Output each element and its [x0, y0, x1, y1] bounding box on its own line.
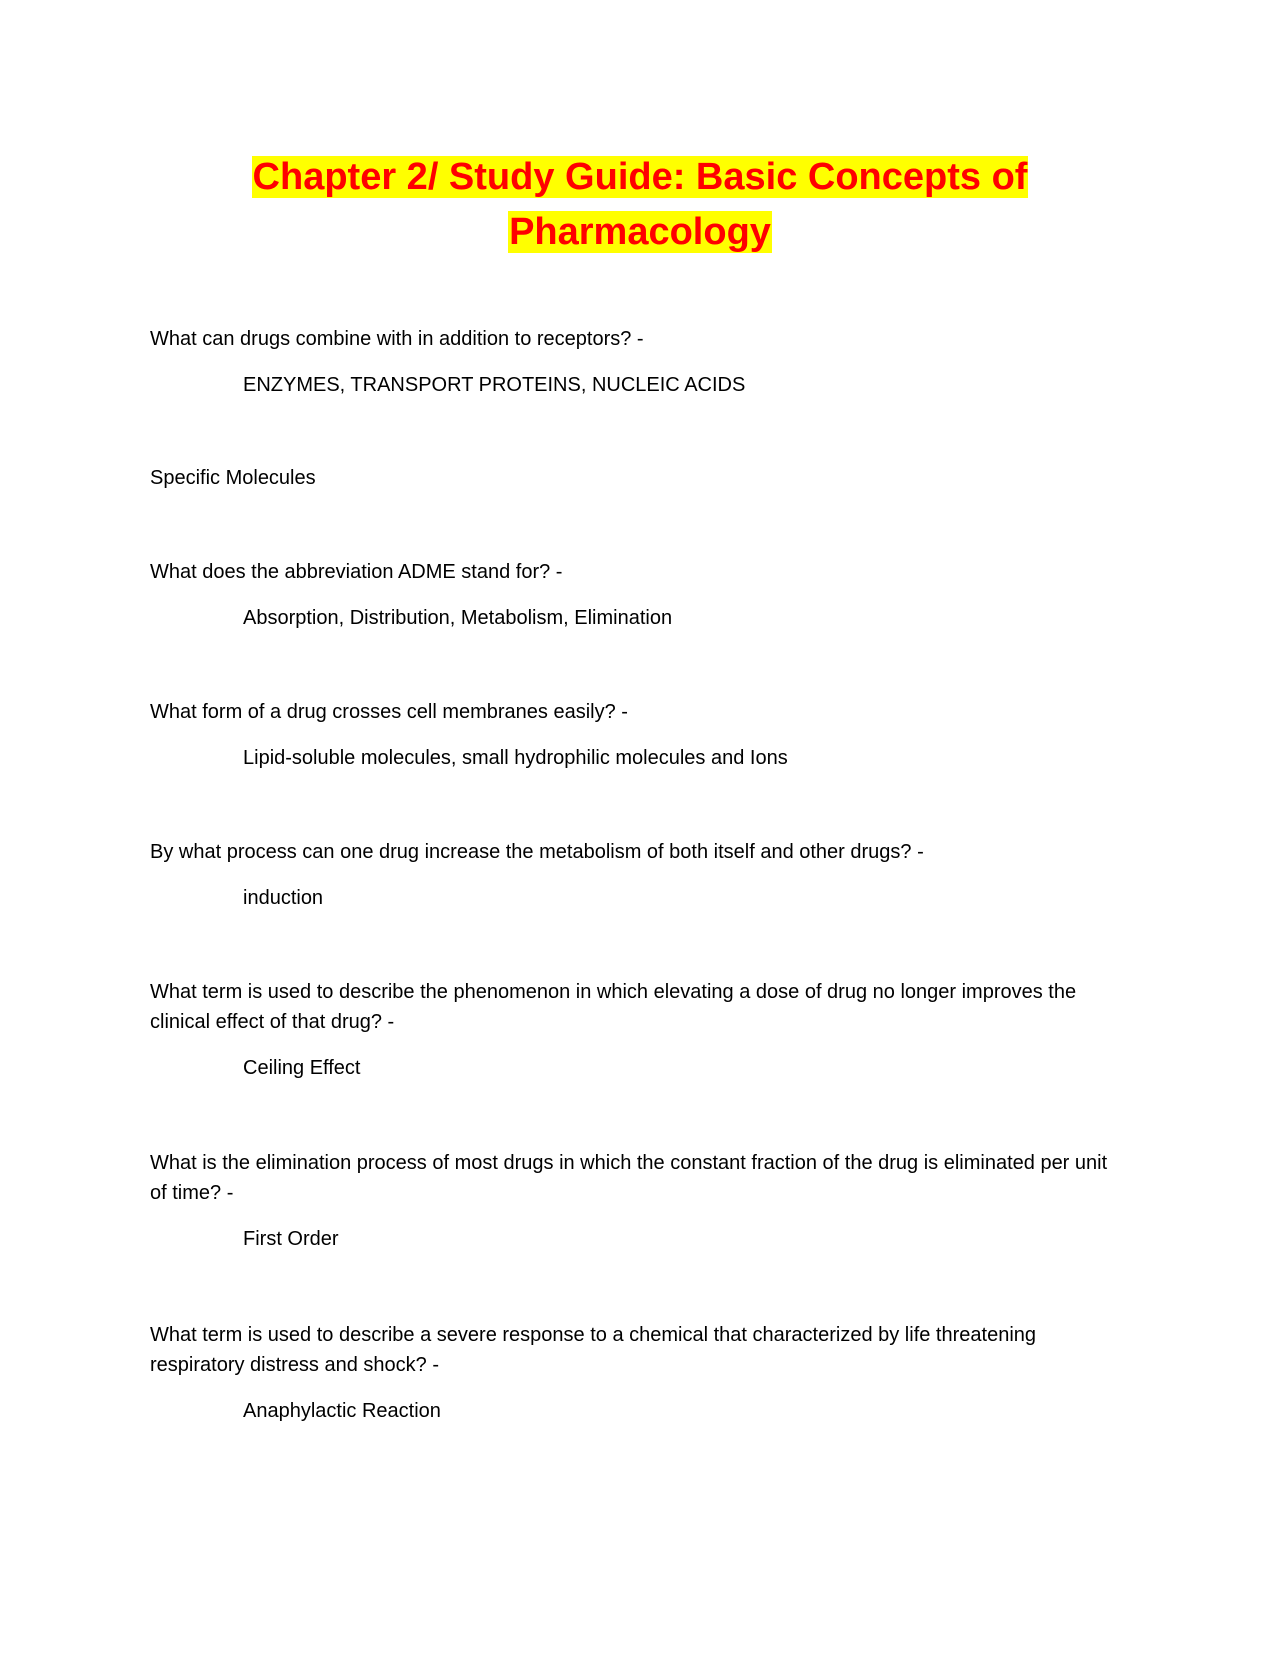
section-label	[150, 463, 1110, 493]
qa-item	[150, 324, 1110, 400]
title-line-1: Chapter 2/ Study Guide: Basic Concepts of	[252, 156, 1028, 198]
answer-text: First Order	[243, 1228, 339, 1250]
question-text: What is the elimination process of most drugs in which the constant fraction of the drug is eliminated per unit of time? -	[150, 1152, 1108, 1204]
question-text: What term is used to describe a severe response to a chemical that characterized by life threatening respiratory distress and shock? -	[150, 1324, 1037, 1376]
qa-item	[150, 697, 1110, 773]
answer-text: Ceiling Effect	[243, 1057, 361, 1079]
qa-item	[150, 1320, 1110, 1426]
question-text: What term is used to describe the phenomenon in which elevating a dose of drug no longer improves the clinical effect of that drug? -	[150, 981, 1077, 1033]
question-text: What form of a drug crosses cell membranes easily? -	[150, 701, 628, 723]
section-text: Specific Molecules	[150, 467, 316, 489]
question-text: What does the abbreviation ADME stand for? -	[150, 561, 563, 583]
qa-item	[150, 977, 1110, 1083]
qa-item	[150, 557, 1110, 633]
page-title	[150, 150, 1130, 260]
answer-text: Absorption, Distribution, Metabolism, Elimination	[243, 607, 673, 629]
qa-item	[150, 837, 1110, 913]
answer-text: Lipid-soluble molecules, small hydrophilic molecules and Ions	[243, 747, 788, 769]
title-line-2: Pharmacology	[509, 211, 771, 253]
question-text: By what process can one drug increase the metabolism of both itself and other drugs? -	[150, 841, 924, 863]
answer-text: Anaphylactic Reaction	[243, 1400, 441, 1422]
answer-text: induction	[243, 887, 324, 909]
question-text: What can drugs combine with in addition to receptors? -	[150, 328, 644, 350]
qa-item	[150, 1148, 1110, 1254]
answer-text: ENZYMES, TRANSPORT PROTEINS, NUCLEIC ACIDS	[243, 374, 746, 396]
